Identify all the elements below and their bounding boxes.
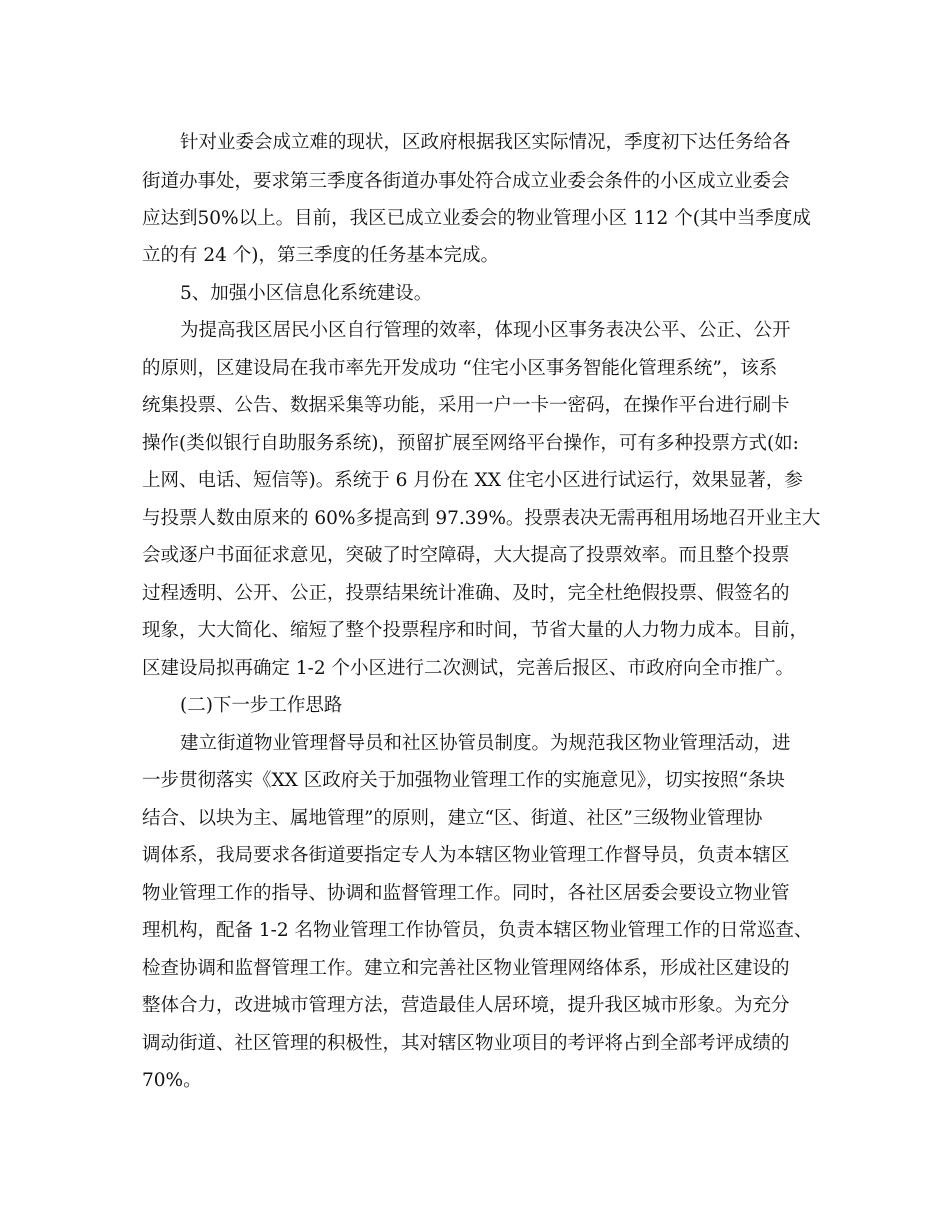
paragraph-2-line-5: 上网、电话、短信等)。系统于 6 月份在 XX 住宅小区进行试运行，效果显著，参: [142, 470, 803, 491]
section-heading-next-steps: (二)下一步工作思路: [180, 695, 343, 716]
paragraph-3-line-6: 理机构，配备 1-2 名物业管理工作协管员，负责本辖区物业管理工作的日常巡查、: [142, 920, 813, 941]
paragraph-2-line-7: 会或逐户书面征求意见，突破了时空障碍，大大提高了投票效率。而且整个投票: [142, 545, 790, 566]
paragraph-2-line-4: 操作(类似银行自助服务系统)，预留扩展至网络平台操作，可有多种投票方式(如:: [142, 433, 799, 454]
paragraph-2-line-2: 的原则，区建设局在我市率先开发成功 “住宅小区事务智能化管理系统”，该系: [142, 358, 778, 379]
paragraph-2-line-8: 过程透明、公开、公正，投票结果统计准确、及时，完全杜绝假投票、假签名的: [142, 583, 790, 604]
paragraph-2-line-3: 统集投票、公告、数据采集等功能，采用一户一卡一密码，在操作平台进行刷卡: [142, 395, 790, 416]
paragraph-2-line-1: 为提高我区居民小区自行管理的效率，体现小区事务表决公平、公正、公开: [180, 320, 791, 341]
paragraph-1-line-3: 应达到50%以上。目前，我区已成立业委会的物业管理小区 112 个(其中当季度成: [142, 208, 811, 229]
paragraph-3-line-1: 建立街道物业管理督导员和社区协管员制度。为规范我区物业管理活动，进: [180, 733, 791, 754]
paragraph-2-line-6: 与投票人数由原来的 60%多提高到 97.39%。投票表决无需再租用场地召开业主大: [142, 508, 821, 529]
paragraph-1-line-2: 街道办事处，要求第三季度各街道办事处符合成立业委会条件的小区成立业委会: [142, 171, 790, 192]
paragraph-3-line-3: 结合、以块为主、属地管理”的原则，建立“区、街道、社区”三级物业管理协: [142, 808, 763, 829]
paragraph-1-line-4: 立的有 24 个)，第三季度的任务基本完成。: [142, 245, 500, 266]
paragraph-3-line-8: 整体合力，改进城市管理方法，营造最佳人居环境，提升我区城市形象。为充分: [142, 995, 790, 1016]
section-heading-5: 5、加强小区信息化系统建设。: [180, 283, 433, 304]
paragraph-3-line-4: 调体系，我局要求各街道要指定专人为本辖区物业管理工作督导员，负责本辖区: [142, 845, 790, 866]
paragraph-2-line-10: 区建设局拟再确定 1-2 个小区进行二次测试，完善后报区、市政府向全市推广。: [142, 658, 795, 679]
paragraph-3-line-7: 检查协调和监督管理工作。建立和完善社区物业管理网络体系，形成社区建设的: [142, 958, 790, 979]
paragraph-3-line-2: 一步贯彻落实《XX 区政府关于加强物业管理工作的实施意见》，切实按照“条块: [142, 770, 785, 791]
paragraph-1-line-1: 针对业委会成立难的现状，区政府根据我区实际情况，季度初下达任务给各: [180, 132, 791, 153]
paragraph-3-line-9: 调动街道、社区管理的积极性，其对辖区物业项目的考评将占到全部考评成绩的: [142, 1033, 790, 1054]
paragraph-3-line-10: 70%。: [142, 1070, 202, 1091]
paragraph-3-line-5: 物业管理工作的指导、协调和监督管理工作。同时，各社区居委会要设立物业管: [142, 883, 790, 904]
paragraph-2-line-9: 现象，大大简化、缩短了整个投票程序和时间，节省大量的人力物力成本。目前，: [142, 620, 809, 641]
